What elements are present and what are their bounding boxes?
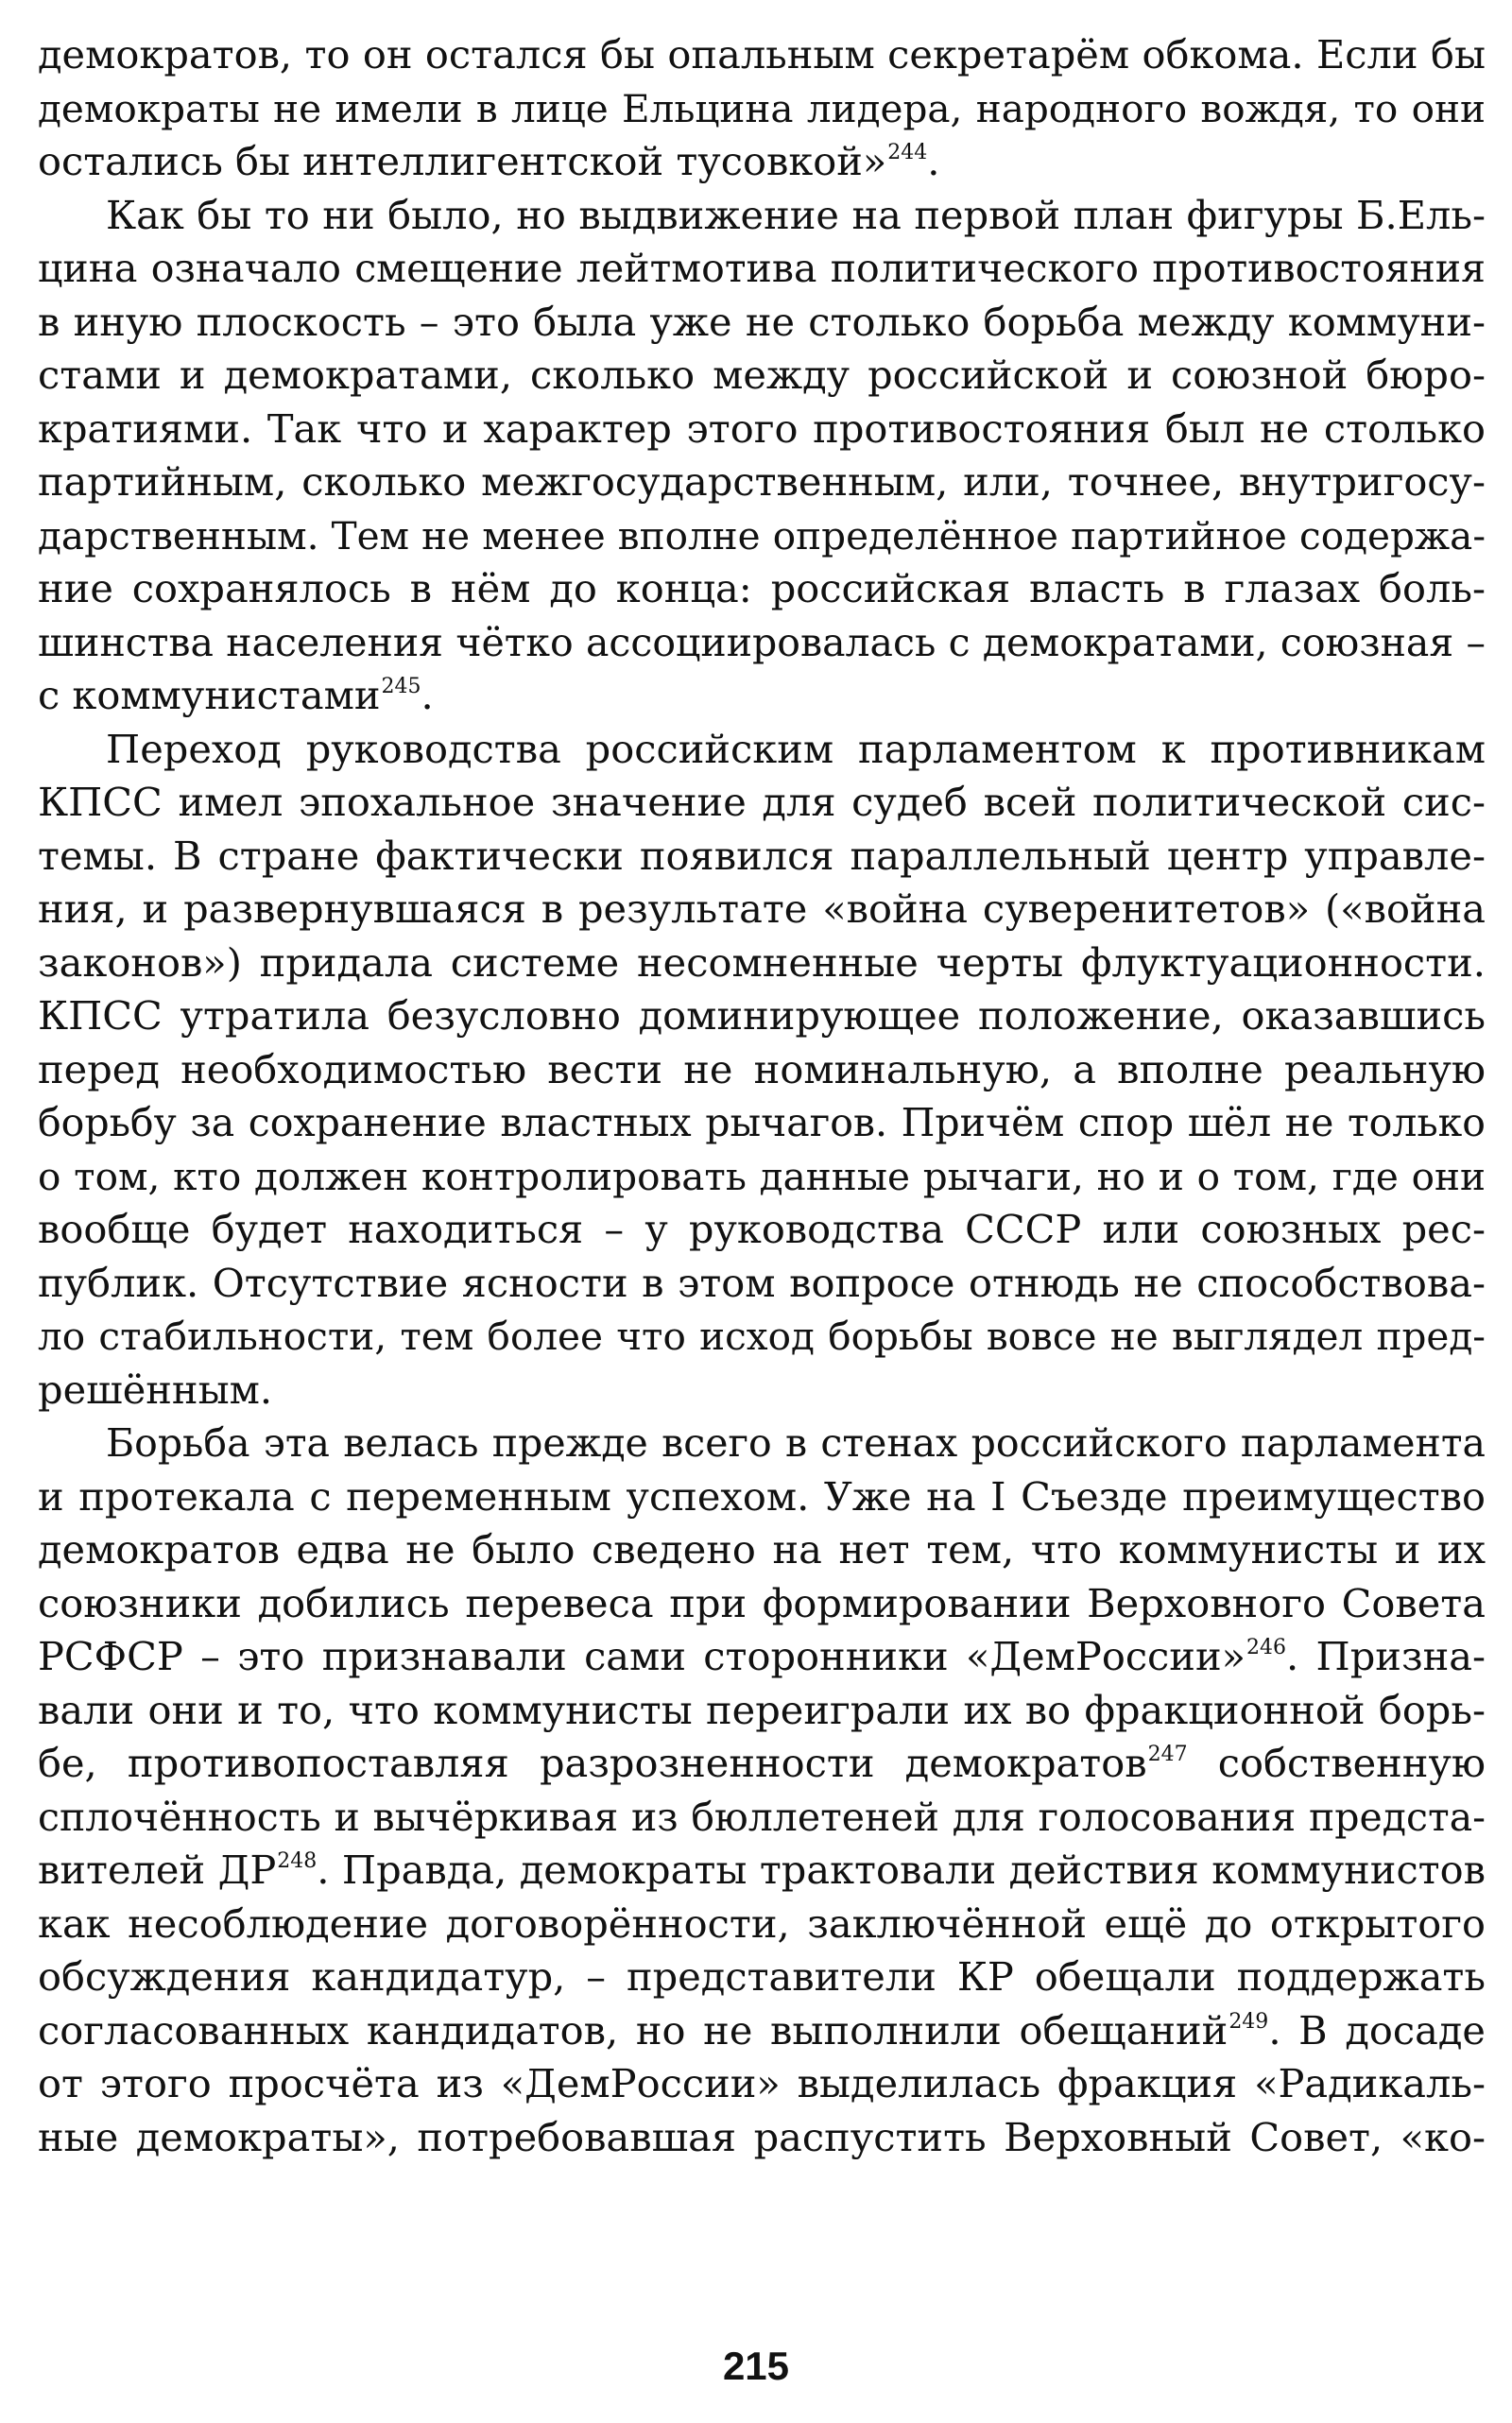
text-line	[38, 723, 1486, 777]
text-line	[38, 509, 1486, 563]
text-line	[38, 989, 1486, 1043]
text-line	[38, 1523, 1486, 1577]
text-run: о том, кто должен контролировать данные рычаги, но и о том, где они	[38, 1153, 1486, 1199]
text-run: ло стабильности, тем более что исход борьбы вовсе не выглядел пред-	[38, 1314, 1486, 1359]
text-run: шинства населения чётко ассоциировалась с демократами, союзная –	[38, 619, 1486, 665]
text-line	[38, 82, 1486, 136]
text-run: .	[421, 672, 434, 718]
text-run: демократов едва не было сведено на нет тем, что коммунисты и их	[38, 1526, 1486, 1572]
text-run: стами и демократами, сколько между российской и союзной бюро-	[38, 352, 1486, 398]
text-run: остались бы интеллигентской тусовкой»	[38, 138, 887, 184]
text-run: Как бы то ни было, но выдвижение на первой план фигуры Б.Ель-	[106, 191, 1486, 238]
footnote-ref: 249	[1228, 2009, 1269, 2034]
text-run: перед необходимостью вести не номинальную, а вполне реальную	[38, 1045, 1486, 1092]
footnote-ref: 244	[887, 141, 928, 164]
text-line	[38, 189, 1486, 243]
text-run: союзники добились перевеса при формировании Верховного Совета	[38, 1579, 1486, 1626]
text-line	[38, 1950, 1486, 2004]
text-run: в иную плоскость – это была уже не столько борьба между коммуни-	[38, 298, 1486, 345]
text-run: дарственным. Тем не менее вполне определённое партийное содержа-	[38, 512, 1486, 558]
text-line	[38, 2111, 1486, 2165]
text-line	[38, 1630, 1486, 1684]
text-run: КПСС имел эпохальное значение для судеб всей политической сис-	[38, 779, 1486, 825]
text-line	[38, 1844, 1486, 1898]
text-line	[38, 2004, 1486, 2058]
text-run: кратиями. Так что и характер этого противостояния был не столько	[38, 404, 1486, 452]
text-run: демократы не имели в лице Ельцина лидера, народного вождя, то они	[38, 85, 1486, 131]
text-run: вали они и то, что коммунисты переиграли их во фракционной борь-	[38, 1686, 1486, 1733]
text-run: публик. Отсутствие ясности в этом вопросе отнюдь не способствова-	[38, 1259, 1486, 1306]
text-line	[38, 830, 1486, 884]
text-run: от этого просчёта из «ДемРоссии» выделилась фракция «Радикаль-	[38, 2060, 1486, 2106]
text-line	[38, 1684, 1486, 1738]
footnote-ref: 247	[1147, 1743, 1188, 1766]
text-run: демократов, то он остался бы опальным секретарём обкома. Если бы	[38, 31, 1486, 77]
text-run: ные демократы», потребовавшая распустить Верховный Совет, «ко-	[38, 2113, 1486, 2160]
text-line	[38, 1364, 1486, 1418]
text-run: . В досаде	[1268, 2006, 1486, 2054]
text-run: решённым.	[38, 1366, 273, 1413]
text-line	[38, 1203, 1486, 1257]
text-line	[38, 2057, 1486, 2111]
paragraph	[38, 28, 1486, 189]
text-run: законов») придала системе несомненные черты флуктуационности.	[38, 938, 1486, 986]
text-run: Переход руководства российским парламентом к противникам	[106, 725, 1486, 772]
paragraph	[38, 189, 1486, 723]
text-line	[38, 135, 1486, 189]
text-run: как несоблюдение договорённости, заключённой ещё до открытого	[38, 1899, 1486, 1947]
paragraph	[38, 1417, 1486, 2164]
text-run: партийным, сколько межгосударственным, или, точнее, внутригосу-	[38, 458, 1486, 505]
text-run: . Правда, демократы трактовали действия коммунистов	[317, 1847, 1486, 1893]
text-run: борьбу за сохранение властных рычагов. Причём спор шёл не только	[38, 1100, 1486, 1145]
text-run: обсуждения кандидатур, – представители КР обещали поддержать	[38, 1953, 1486, 2000]
text-run: Борьба эта велась прежде всего в стенах российского парламента	[106, 1420, 1486, 1466]
text-run: бе, противопоставляя разрозненности демократов	[38, 1740, 1147, 1786]
text-line	[38, 669, 1486, 723]
text-line	[38, 616, 1486, 670]
text-run: с коммунистами	[38, 672, 381, 718]
text-run: . Призна-	[1286, 1633, 1486, 1679]
text-run: цина означало смещение лейтмотива политического противостояния	[38, 246, 1486, 291]
text-line	[38, 1470, 1486, 1524]
page-body	[38, 28, 1486, 2164]
text-line	[38, 1310, 1486, 1364]
page-number: 215	[722, 2344, 790, 2388]
text-run: согласованных кандидатов, но не выполнили обещаний	[38, 2006, 1228, 2054]
text-line	[38, 1417, 1486, 1470]
text-line	[38, 1150, 1486, 1204]
text-line	[38, 455, 1486, 509]
text-run: и протекала с переменным успехом. Уже на I Съезде преимущество	[38, 1472, 1486, 1520]
text-line	[38, 776, 1486, 830]
text-line	[38, 28, 1486, 82]
text-line	[38, 1737, 1486, 1791]
text-line	[38, 296, 1486, 350]
text-run: сплочённость и вычёркивая из бюллетеней для голосования предста-	[38, 1794, 1486, 1840]
text-line	[38, 1791, 1486, 1845]
text-line	[38, 1577, 1486, 1631]
text-line	[38, 883, 1486, 937]
text-run: вителей ДР	[38, 1847, 277, 1893]
text-line	[38, 349, 1486, 403]
text-line	[38, 242, 1486, 296]
footnote-ref: 246	[1246, 1636, 1287, 1659]
footnote-ref: 245	[381, 675, 421, 698]
text-run: ния, и развернувшаяся в результате «война суверенитетов» («война	[38, 885, 1486, 932]
text-line	[38, 1257, 1486, 1311]
text-line	[38, 937, 1486, 990]
paragraph	[38, 723, 1486, 1418]
text-run: собственную	[1187, 1740, 1486, 1786]
text-run: темы. В стране фактически появился параллельный центр управле-	[38, 832, 1486, 879]
text-run: ние сохранялось в нём до конца: российская власть в глазах боль-	[38, 565, 1486, 611]
text-line	[38, 403, 1486, 456]
text-run: вообще будет находиться – у руководства СССР или союзных рес-	[38, 1206, 1486, 1252]
text-line	[38, 1043, 1486, 1097]
text-run: РСФСР – это признавали сами сторонники «ДемРоссии»	[38, 1633, 1246, 1679]
text-run: КПСС утратила безусловно доминирующее положение, оказавшись	[38, 992, 1486, 1039]
text-line	[38, 1898, 1486, 1951]
footnote-ref: 248	[277, 1849, 318, 1873]
text-line	[38, 1096, 1486, 1150]
text-line	[38, 562, 1486, 616]
text-run: .	[927, 138, 940, 184]
